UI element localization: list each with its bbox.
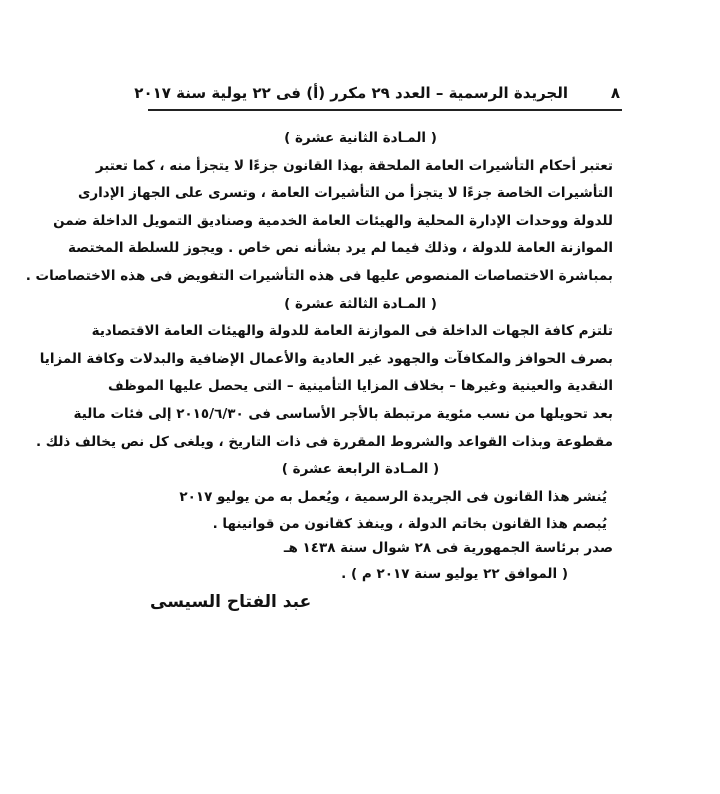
paragraph-line: يُبصم هذا القانون بخاتم الدولة ، وينفذ كقانون من قوانينها . [212,516,607,533]
page-number: ٨ [610,84,620,102]
article-14 [108,456,613,539]
article-heading: ( المـادة الثالثة عشرة ) [284,295,437,312]
header-rule [148,109,622,111]
paragraph-line: للدولة ووحدات الإدارة المحلية والهيئات العامة الخدمية وصناديق التمويل الداخلة ضمن [53,212,613,229]
paragraph-line: النقدية والعينية وغيرها – بخلاف المزايا التأمينية – التى يحصل عليها الموظف [108,378,613,395]
paragraph-line: التأشيرات الخاصة جزءًا لا يتجزأ من التأشيرات العامة ، وتسرى على الجهاز الإدارى [78,185,613,202]
article-13 [35,291,613,457]
article-heading: ( المـادة الرابعة عشرة ) [281,461,440,478]
paragraph-line: بعد تحويلها من نسب مئوية مرتبطة بالأجر الأساسى فى ٢٠١٥/٦/٣٠ إلى فئات مالية [73,405,613,422]
paragraph-line: مقطوعة وبذات القواعد والشروط المقررة فى ذات التاريخ ، ويلغى كل نص يخالف ذلك . [35,433,613,450]
corresponding-date: ( الموافق ٢٢ يوليو سنة ٢٠١٧ م ) . [341,566,568,582]
page-header [134,84,620,106]
article-heading: ( المـادة الثانية عشرة ) [284,130,437,146]
paragraph-line: بمباشرة الاختصاصات المنصوص عليها فى هذه التأشيرات التفويض فى هذه الاختصاصات . [25,267,613,284]
paragraph-line: تعتبر أحكام التأشيرات العامة الملحقة بهذا القانون جزءًا لا يتجزأ منه ، كما تعتبر [95,157,613,174]
paragraph-line: الموازنة العامة للدولة ، وذلك فيما لم يرد بشأنه نص خاص . ويجوز للسلطة المختصة [67,240,613,257]
signature: عبد الفتاح السيسى [150,592,312,612]
document-body [25,125,613,539]
article-12 [25,125,613,291]
paragraph-line: يُنشر هذا القانون فى الجريدة الرسمية ، ويُعمل به من يوليو ٢٠١٧ [179,488,607,505]
gazette-title: الجريدة الرسمية – العدد ٢٩ مكرر (أ) فى ٢٢ يولية سنة ٢٠١٧ [134,84,568,102]
issued-date: صدر برئاسة الجمهورية فى ٢٨ شوال سنة ١٤٣٨ هـ [283,540,613,556]
paragraph-line: تلتزم كافة الجهات الداخلة فى الموازنة العامة للدولة والهيئات العامة الاقتصادية [91,323,613,340]
paragraph-line: بصرف الحوافز والمكافآت والجهود غير العادية والأعمال الإضافية والبدلات وكافة المزايا [39,350,613,367]
